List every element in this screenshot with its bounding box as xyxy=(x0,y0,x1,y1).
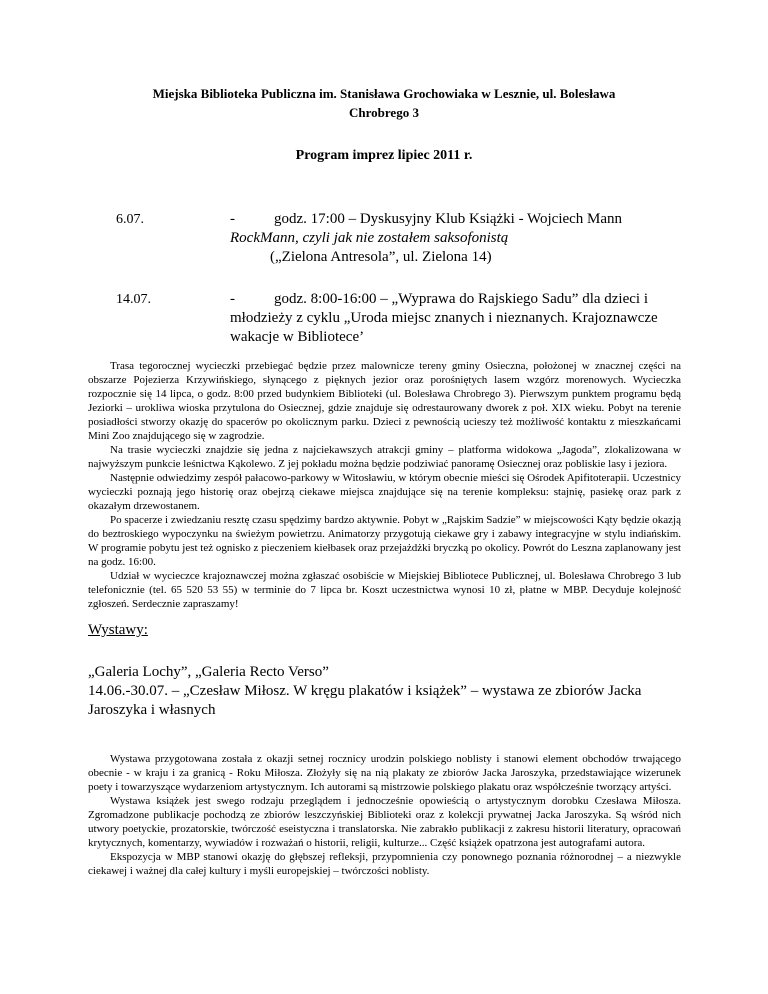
event-line-1 xyxy=(230,290,700,309)
event-time-title: godz. 8:00-16:00 – „Wyprawa do Rajskiego Sadu” dla dzieci i xyxy=(274,291,648,307)
event-entry xyxy=(230,290,700,347)
exhibitions-heading: Wystawy: xyxy=(88,622,148,638)
exhibition-title: 14.06.-30.07. – „Czesław Miłosz. W kręgu plakatów i książek” – wystawa ze zbiorów Jacka Jaroszyka i własnych xyxy=(88,683,642,718)
paragraph: Wystawa książek jest swego rodzaju przeglądem i jednocześnie opowieścią o artystycznym dorobku Czesława Miłosza. Zgromadzone publikacje pochodzą ze zbiorów leszczyńskiej Biblioteki oraz z kolekcji prywatnej Jacka Jaroszyka. Są wśród nich utwory poetyckie, prozatorskie, twórczość eseistyczna i translatorska. Nie zabrakło publikacji z zakresu historii literatury, opracowań krytycznych, komentarzy, wywiadów i rozważań o historii, religii, kulturze... Część książek opatrzona jest autografami autora. xyxy=(88,795,681,849)
paragraph: Po spacerze i zwiedzaniu resztę czasu spędzimy bardzo aktywnie. Pobyt w „Rajskim Sadzie” w miejscowości Kąty będzie okazją do beztroskiego wypoczynku na świeżym powietrzu. Animatorzy przygotują ciekawe gry i zabawy integracyjne w stylu indiańskim. W programie pobytu jest też ognisko z pieczeniem kiełbasek oraz przejażdżki bryczką po okolicy. Powrót do Leszna zaplanowany jest na godz. 16:00. xyxy=(88,514,681,568)
event-line-3: („Zielona Antresola”, ul. Zielona 14) xyxy=(270,249,492,265)
header-line-1: Miejska Biblioteka Publiczna im. Stanisława Grochowiaka w Lesznie, ul. Bolesława xyxy=(152,86,616,101)
event-date: 14.07. xyxy=(116,292,151,307)
event-line-2: młodzieży z cyklu „Uroda miejsc znanych i nieznanych. Krajoznawcze xyxy=(230,310,658,326)
program-title: Program imprez lipiec 2011 r. xyxy=(295,148,473,163)
event-entry xyxy=(230,210,700,267)
document-header xyxy=(80,84,688,122)
header-line-2: Chrobrego 3 xyxy=(349,105,419,120)
paragraph: Trasa tegorocznej wycieczki przebiegać będzie przez malownicze tereny gminy Osieczna, położonej w znacznej części na obszarze Pojezierza Krzywińskiego, słynącego z pięknych jezior oraz porośniętych lasem wzgórz morenowych. Wycieczka rozpocznie się 14 lipca, o godz. 8:00 przed budynkiem Biblioteki (ul. Bolesława Chrobrego 3). Pierwszym punktem programu będą Jeziorki – urokliwa wioska przytulona do Osiecznej, gdzie znajduje się odrestaurowany dworek z poł. XIX wieku. Pobyt na terenie posiadłości stworzy okazję do spacerów po okolicznym parku. Dzieci z pewnością ucieszy też możliwość kontaktu z mieszkańcami Mini Zoo znajdującego się w zagrodzie. xyxy=(88,360,681,442)
event-date: 6.07. xyxy=(116,212,144,227)
paragraph: Wystawa przygotowana została z okazji setnej rocznicy urodzin polskiego noblisty i stanowi element obchodów trwającego obecnie - w kraju i za granicą - Roku Miłosza. Złożyły się na nią plakaty ze zbiorów Jacka Jaroszyka, przedstawiające wizerunek poety i towarzyszące wydarzeniom artystycznym. Ich autorami są mistrzowie polskiego plakatu oraz współcześnie tworzący artyści. xyxy=(88,753,681,793)
paragraph: Udział w wycieczce krajoznawczej można zgłaszać osobiście w Miejskiej Bibliotece Publicznej, ul. Bolesława Chrobrego 3 lub telefonicznie (tel. 65 520 53 55) w terminie do 7 lipca br. Koszt uczestnictwa wynosi 10 zł, płatne w MBP. Decyduje kolejność zgłoszeń. Serdecznie zapraszamy! xyxy=(88,570,681,610)
event-dash: - xyxy=(230,211,235,227)
event-time-title: godz. 17:00 – Dyskusyjny Klub Książki - Wojciech Mann xyxy=(274,211,623,227)
exhibition-description xyxy=(88,752,681,878)
event-dash: - xyxy=(230,291,235,307)
paragraph: Na trasie wycieczki znajdzie się jedna z najciekawszych atrakcji gminy – platforma widokowa „Jagoda”, zlokalizowana w najwyższym punkcie leśnictwa Kąkolewo. Z jej pokładu można będzie podziwiać panoramę Osiecznej oraz pobliskie lasy i jeziora. xyxy=(88,444,681,470)
event-line-3: wakacje w Bibliotece’ xyxy=(230,329,365,345)
event-line-1 xyxy=(230,210,700,229)
trip-description xyxy=(88,359,681,611)
paragraph: Następnie odwiedzimy zespół pałacowo-parkowy w Witosławiu, w którym obecnie mieści się Ośrodek Apifitoterapii. Uczestnicy wycieczki poznają jego historię oraz obejrzą ciekawe miejsca znajdujące się na terenie kompleksu: stajnię, pasiekę oraz park z okazałym drzewostanem. xyxy=(88,472,681,512)
exhibition-header xyxy=(88,663,688,720)
exhibition-galleries: „Galeria Lochy”, „Galeria Recto Verso” xyxy=(88,664,329,680)
event-line-2: RockMann, czyli jak nie zostałem saksofonistą xyxy=(230,230,509,246)
paragraph: Ekspozycja w MBP stanowi okazję do głębszej refleksji, przypomnienia czy ponownego poznania różnorodnej – a niezwykle ciekawej i ważnej dla całej kultury i myśli europejskiej – twórczości noblisty. xyxy=(88,851,681,877)
